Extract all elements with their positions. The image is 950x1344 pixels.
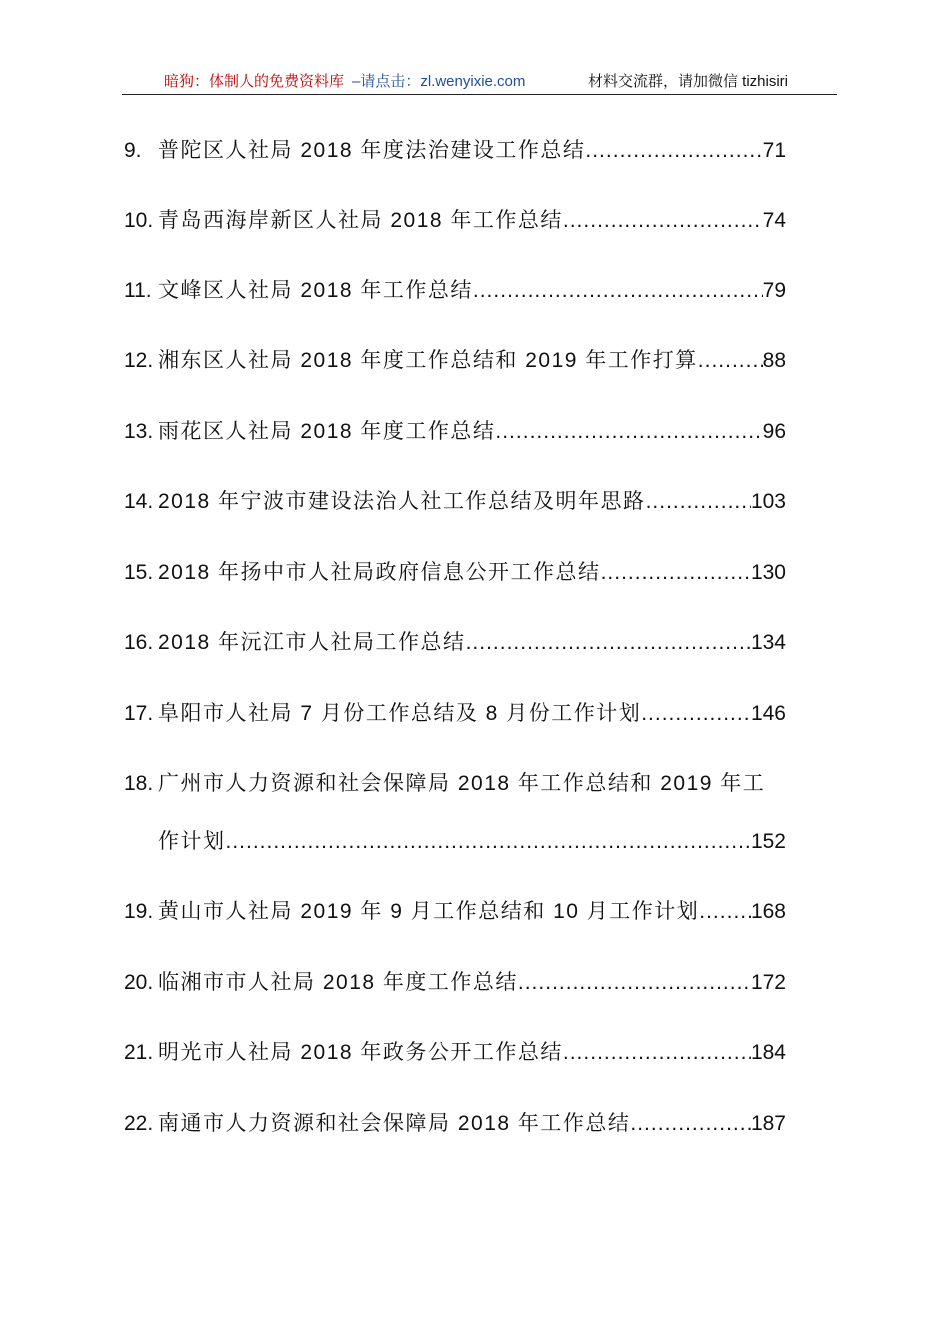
toc-entry-number: 20.	[124, 971, 154, 994]
toc-entry-number: 10.	[124, 209, 154, 232]
toc-entry-title: 黄山市人社局 2019 年 9 月工作总结和 10 月工作计划	[158, 900, 700, 923]
toc-entry-title: 文峰区人社局 2018 年工作总结	[158, 279, 473, 302]
toc-entry-title: 广州市人力资源和社会保障局 2018 年工作总结和 2019 年工	[158, 772, 766, 795]
toc-entry-number: 14.	[124, 490, 154, 513]
toc-entry[interactable]	[124, 344, 786, 378]
toc-entry-title: 普陀区人社局 2018 年度法治建设工作总结	[158, 139, 586, 162]
toc-entry-number: 11.	[124, 279, 152, 302]
toc-entry-page: 168	[750, 900, 786, 923]
toc-entry[interactable]	[124, 134, 786, 168]
toc-entry-continuation[interactable]	[158, 825, 786, 859]
toc-entry-number: 22.	[124, 1112, 154, 1135]
toc-entry[interactable]	[124, 204, 786, 238]
toc-dot-leader	[495, 415, 762, 449]
toc-entry[interactable]	[124, 895, 786, 929]
toc-entry-title: 阜阳市人社局 7 月份工作总结及 8 月份工作计划	[158, 702, 642, 725]
header-group-note: 材料交流群，请加微信 tizhisiri	[588, 73, 789, 90]
toc-entry-page: 187	[750, 1112, 786, 1135]
toc-entry-number: 16.	[124, 631, 154, 654]
toc-entry-page: 88	[762, 349, 786, 372]
toc-entry[interactable]	[124, 767, 844, 801]
header-link[interactable]: –请点击：zl.wenyixie.com	[352, 73, 526, 90]
toc-entry-title: 明光市人社局 2018 年政务公开工作总结	[158, 1041, 563, 1064]
toc-entry-page: 71	[762, 139, 786, 162]
toc-entry-page: 74	[762, 209, 786, 232]
toc-dot-leader	[518, 966, 751, 1000]
toc-entry-title: 湘东区人社局 2018 年度工作总结和 2019 年工作打算	[158, 349, 698, 372]
toc-entry-number: 18.	[124, 772, 154, 795]
toc-dot-leader	[641, 697, 751, 731]
toc-entry-page: 96	[762, 420, 786, 443]
toc-dot-leader	[585, 134, 762, 168]
toc-dot-leader	[601, 556, 751, 590]
toc-entry-title: 青岛西海岸新区人社局 2018 年工作总结	[158, 209, 563, 232]
toc-entry-title: 南通市人力资源和社会保障局 2018 年工作总结	[158, 1112, 631, 1135]
header-site-label: 暗狗：体制人的免费资料库	[164, 73, 345, 90]
toc-entry[interactable]	[124, 697, 786, 731]
toc-dot-leader	[563, 204, 763, 238]
toc-entry-page: 130	[750, 561, 786, 584]
toc-dot-leader	[646, 485, 751, 519]
toc-entry-title: 2018 年沅江市人社局工作总结	[158, 631, 466, 654]
toc-dot-leader	[563, 1036, 751, 1070]
toc-entry-number: 17.	[124, 702, 154, 725]
toc-entry[interactable]	[124, 556, 786, 590]
toc-entry-number: 21.	[124, 1041, 154, 1064]
toc-entry-page: 146	[750, 702, 786, 725]
toc-entry-title: 2018 年宁波市建设法治人社工作总结及明年思路	[158, 490, 646, 513]
toc-entry-title: 雨花区人社局 2018 年度工作总结	[158, 420, 496, 443]
toc-entry-page: 103	[750, 490, 786, 513]
toc-entry[interactable]	[124, 966, 786, 1000]
toc-dot-leader	[473, 274, 763, 308]
toc-entry[interactable]	[124, 415, 786, 449]
toc-dot-leader	[226, 825, 751, 859]
page-header	[122, 70, 837, 95]
toc-entry-title-continued: 作计划	[158, 830, 226, 853]
toc-entry-page: 134	[750, 631, 786, 654]
toc-entry-number: 13.	[124, 420, 154, 443]
toc-entry[interactable]	[124, 274, 786, 308]
toc-entry[interactable]	[124, 1036, 786, 1070]
toc-dot-leader	[698, 344, 763, 378]
toc-entry[interactable]	[124, 485, 786, 519]
toc-entry-number: 9.	[124, 139, 142, 162]
toc-entry-number: 19.	[124, 900, 154, 923]
toc-entry-number: 12.	[124, 349, 154, 372]
toc-dot-leader	[699, 895, 751, 929]
toc-entry-page: 152	[750, 830, 786, 853]
toc-entry-title: 2018 年扬中市人社局政府信息公开工作总结	[158, 561, 601, 584]
toc-dot-leader	[466, 626, 751, 660]
toc-entry-title: 临湘市市人社局 2018 年度工作总结	[158, 971, 518, 994]
toc-entry[interactable]	[124, 626, 786, 660]
toc-entry-page: 172	[750, 971, 786, 994]
toc-dot-leader	[630, 1107, 751, 1141]
toc-entry[interactable]	[124, 1107, 786, 1141]
toc-entry-page: 79	[762, 279, 786, 302]
toc-entry-page: 184	[750, 1041, 786, 1064]
toc-entry-number: 15.	[124, 561, 154, 584]
